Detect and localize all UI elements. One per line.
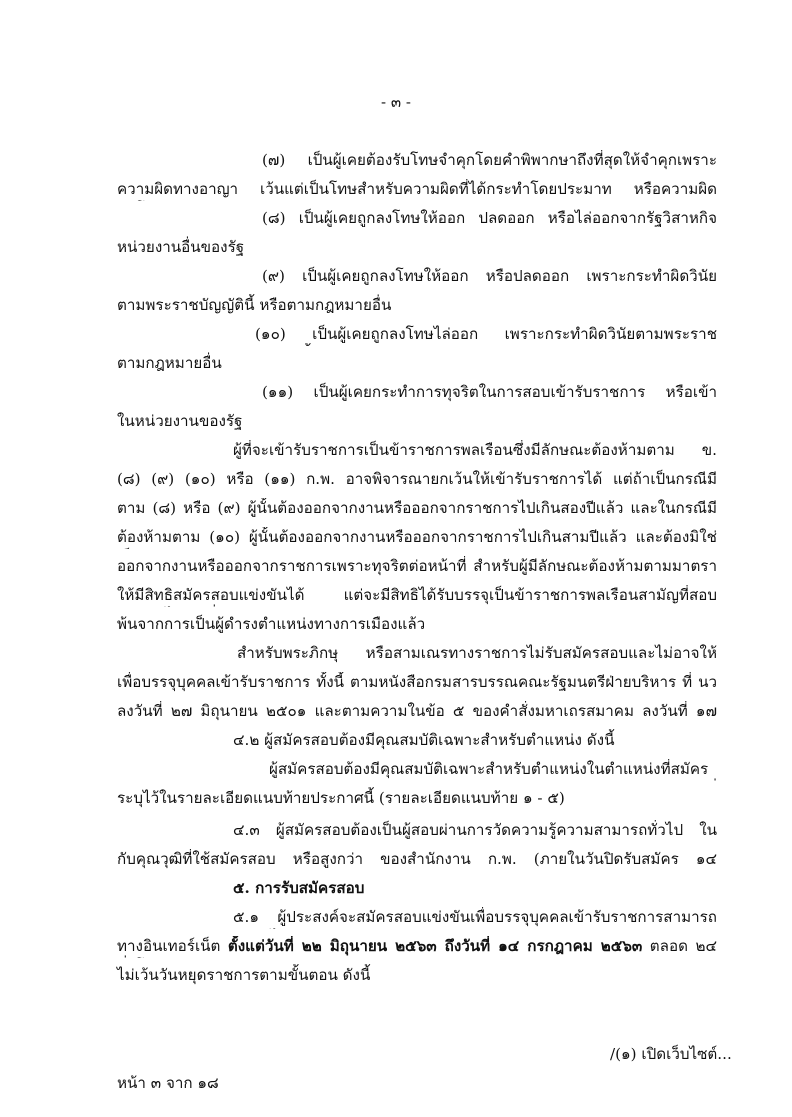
text-line: (๑๑) เป็นผู้เคยกระทำการทุจริตในการสอบเข้ารับราชการ หรือเข้า [262, 383, 717, 401]
continuation-marker: /(๑) เปิดเว็บไซต์... [610, 1045, 732, 1063]
page-number-header: - ๓ - [381, 93, 411, 111]
text-span: ตลอด ๒๔ [649, 937, 717, 955]
text-line: ไม่เว้นวันหยุดราชการตามขั้นตอน ดังนี้ [117, 966, 371, 984]
text-line: ออกจากงานหรือออกจากราชการเพราะทุจริตต่อหน้าที่ สำหรับผู้มีลักษณะต้องห้ามตามมาตรา [117, 557, 717, 575]
text-span: ทางอินเทอร์เน็ต [117, 937, 228, 955]
text-line: ต้องห้ามตาม (๑๐) ผู้นั้นต้องออกจากงานหรือออกจากราชการไปเกินสามปีแล้ว และต้องมิใช่ [117, 528, 717, 546]
section-item: ๔.๓ ผู้สมัครสอบต้องเป็นผู้สอบผ่านการวัดความรู้ความสามารถทั่วไป ใน [233, 821, 717, 839]
text-line: (๘) เป็นผู้เคยถูกลงโทษให้ออก ปลดออก หรือไล่ออกจากรัฐวิสาหกิจ [262, 209, 717, 227]
text-line: (๘) (๙) (๑๐) หรือ (๑๑) ก.พ. อาจพิจารณายกเว้นให้เข้ารับราชการได้ แต่ถ้าเป็นกรณีมี [117, 470, 717, 488]
text-line: ผู้สมัครสอบต้องมีคุณสมบัติเฉพาะสำหรับตำแหน่งในตำแหน่งที่สมัคร [269, 760, 709, 778]
text-line: หน่วยงานอื่นของรัฐ [117, 238, 245, 256]
text-line: ตามกฎหมายอื่น [117, 354, 222, 372]
text-line: ให้มีสิทธิสมัครสอบแข่งขันได้ แต่จะมีสิทธิได้รับบรรจุเป็นข้าราชการพลเรือนสามัญที่สอบ [117, 586, 717, 604]
text-line: สำหรับพระภิกษุ หรือสามเณรทางราชการไม่รับสมัครสอบและไม่อาจให้ [237, 644, 717, 662]
section-item: ๕.๑ ผู้ประสงค์จะสมัครสอบแข่งขันเพื่อบรรจุบุคคลเข้ารับราชการสามารถ [233, 908, 717, 926]
text-line: ตาม (๘) หรือ (๙) ผู้นั้นต้องออกจากงานหรือออกจากราชการไปเกินสองปีแล้ว และในกรณีมี [117, 499, 717, 517]
text-line: ระบุไว้ในรายละเอียดแนบท้ายประกาศนี้ (รายละเอียดแนบท้าย ๑ - ๕) [117, 789, 565, 807]
text-line: (๙) เป็นผู้เคยถูกลงโทษให้ออก หรือปลดออก เพราะกระทำผิดวินัย [262, 267, 717, 285]
section-heading: ๕. การรับสมัครสอบ [233, 879, 365, 897]
text-line: ตามพระราชบัญญัตินี้ หรือตามกฎหมายอื่น [117, 296, 392, 314]
application-dates: ตั้งแต่วันที่ ๒๒ มิถุนายน ๒๕๖๓ ถึงวันที่ ๑๔ กรกฎาคม ๒๕๖๓ [227, 937, 643, 955]
text-line-application-period [117, 936, 717, 958]
text-line: (๑๐) เป็นผู้เคยถูกลงโทษไล่ออก เพราะกระทำผิดวินัยตามพระราช [255, 325, 717, 343]
text-line: (๗) เป็นผู้เคยต้องรับโทษจำคุกโดยคำพิพากษาถึงที่สุดให้จำคุกเพราะ [262, 151, 717, 169]
text-line: ความผิดทางอาญา เว้นแต่เป็นโทษสำหรับความผิดที่ได้กระทำโดยประมาท หรือความผิด [117, 180, 717, 198]
text-line: ผู้ที่จะเข้ารับราชการเป็นข้าราชการพลเรือนซึ่งมีลักษณะต้องห้ามตาม ข. [233, 441, 717, 459]
section-item: ๔.๒ ผู้สมัครสอบต้องมีคุณสมบัติเฉพาะสำหรับตำแหน่ง ดังนี้ [233, 731, 615, 749]
text-line: ลงวันที่ ๒๗ มิถุนายน ๒๕๐๑ และตามความในข้อ ๕ ของคำสั่งมหาเถรสมาคม ลงวันที่ ๑๗ [117, 702, 717, 720]
text-line: เพื่อบรรจุบุคคลเข้ารับราชการ ทั้งนี้ ตามหนังสือกรมสารบรรณคณะรัฐมนตรีฝ่ายบริหาร ที่ นว [117, 673, 717, 691]
page-footer: หน้า ๓ จาก ๑๘ [117, 1074, 219, 1092]
text-line: ในหน่วยงานของรัฐ [117, 412, 243, 430]
text-line: พ้นจากการเป็นผู้ดำรงตำแหน่งทางการเมืองแล้ว [117, 615, 426, 633]
text-line: กับคุณวุฒิที่ใช้สมัครสอบ หรือสูงกว่า ของสำนักงาน ก.พ. (ภายในวันปิดรับสมัคร ๑๔ [117, 850, 717, 868]
